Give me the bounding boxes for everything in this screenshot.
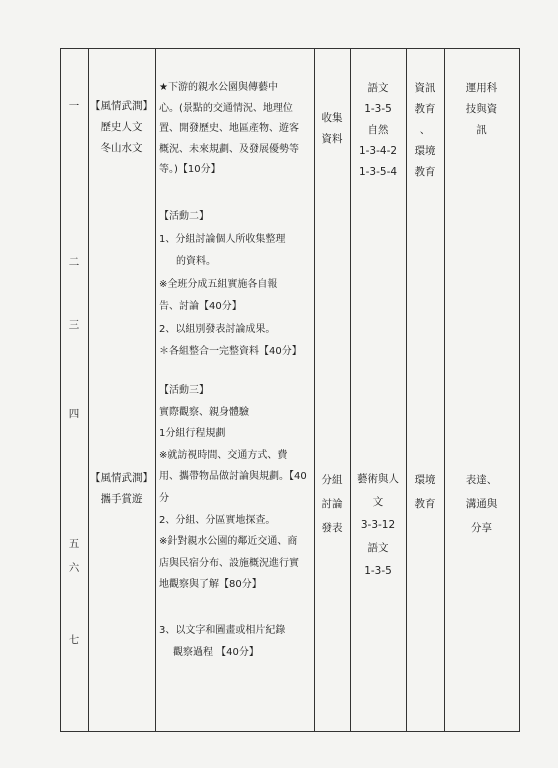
activity-line: 觀察過程 【40分】 bbox=[173, 646, 259, 658]
domain-line: 1-3-5 bbox=[364, 103, 392, 115]
assessment-line: 資料 bbox=[321, 133, 343, 145]
domain-line: 1-3-5 bbox=[364, 565, 392, 577]
activity-line: 實際觀察、親身體驗 bbox=[159, 406, 249, 418]
assessment-line: 收集 bbox=[321, 112, 343, 124]
domain-line: 1-3-4-2 bbox=[358, 145, 398, 157]
week-number: 五 bbox=[68, 538, 80, 550]
activity-line: 2、以組別發表討論成果。 bbox=[159, 323, 276, 335]
activity-line: ＊各組整合一完整資料【40分】 bbox=[159, 346, 302, 357]
activity-heading: 【活動二】 bbox=[159, 211, 209, 222]
issue-line: 環境 bbox=[414, 145, 436, 157]
week-number: 四 bbox=[68, 408, 80, 420]
activity-line: 的資料。 bbox=[176, 256, 216, 267]
activity-line: 2、分組、分區實地探查。 bbox=[159, 514, 276, 526]
skill-line: 表達、 bbox=[465, 474, 498, 486]
issues-cell bbox=[406, 78, 444, 183]
issues-cell bbox=[406, 468, 444, 516]
unit-title-line: 【風情武澗】 bbox=[90, 100, 153, 112]
week-number: 一 bbox=[68, 100, 80, 112]
domains-cell bbox=[350, 468, 406, 583]
skill-line: 訊 bbox=[476, 124, 487, 136]
activity-line: 分 bbox=[159, 492, 169, 504]
activity-cell bbox=[159, 206, 313, 364]
activity-line: ※全班分成五組實施各自報 bbox=[159, 278, 278, 290]
unit-title-line: 歷史人文 bbox=[100, 121, 143, 133]
activity-cell bbox=[159, 380, 313, 663]
activity-line: 心。(景點的交通情況、地理位 bbox=[159, 102, 293, 114]
domain-line: 語文 bbox=[367, 542, 389, 554]
activity-line: 置、開發歷史、地區產物、遊客 bbox=[159, 123, 299, 134]
assessment-line: 發表 bbox=[321, 522, 343, 534]
activity-line: 1、分組討論個人所收集整理 bbox=[159, 233, 286, 245]
activity-line: 等。)【10分】 bbox=[159, 164, 221, 175]
activity-line: 地觀察與了解【80分】 bbox=[159, 579, 262, 591]
unit-title-line: 冬山水文 bbox=[100, 142, 143, 154]
skill-line: 分享 bbox=[471, 522, 492, 534]
unit-title-cell bbox=[88, 96, 155, 159]
week-number: 七 bbox=[68, 634, 80, 646]
skills-cell bbox=[444, 78, 519, 141]
domain-line: 1-3-5-4 bbox=[358, 166, 398, 178]
domain-line: 自然 bbox=[367, 124, 389, 136]
issue-line: 資訊 bbox=[414, 82, 436, 94]
column-divider-3 bbox=[314, 48, 315, 732]
unit-title-line: 【風情武澗】 bbox=[90, 472, 153, 484]
column-divider-2 bbox=[155, 48, 156, 732]
activity-line: ※針對親水公園的鄰近交通、商 bbox=[159, 536, 298, 548]
skill-line: 溝通與 bbox=[465, 498, 498, 510]
activity-line: 用、攜帶物品做討論與規劃。【40 bbox=[159, 471, 307, 483]
activity-line: 1分組行程規劃 bbox=[159, 428, 226, 440]
week-number: 二 bbox=[68, 256, 80, 268]
assessment-cell bbox=[314, 468, 350, 540]
table-border-bottom bbox=[60, 731, 520, 732]
unit-title-line: 攜手賞遊 bbox=[100, 493, 143, 505]
week-number: 六 bbox=[68, 562, 80, 574]
issue-line: 、 bbox=[419, 124, 431, 136]
skill-line: 技與資 bbox=[465, 103, 498, 115]
activity-line: ★下游的親水公園與傳藝中 bbox=[159, 82, 278, 93]
assessment-cell bbox=[314, 108, 350, 150]
column-divider-6 bbox=[444, 48, 445, 732]
domain-line: 藝術與人 bbox=[357, 473, 399, 485]
assessment-line: 分組 bbox=[321, 474, 343, 486]
activity-cell bbox=[159, 78, 313, 181]
domain-line: 語文 bbox=[367, 82, 389, 94]
activity-line: 店與民宿分布、設施概況進行實 bbox=[159, 557, 299, 569]
activity-line: 概況、未來規劃、及發展優勢等 bbox=[159, 143, 299, 155]
assessment-line: 討論 bbox=[321, 498, 343, 510]
issue-line: 教育 bbox=[414, 498, 436, 510]
activity-line: 告、討論【40分】 bbox=[159, 301, 242, 312]
unit-title-cell bbox=[88, 468, 155, 510]
table-border-top bbox=[60, 48, 520, 49]
issue-line: 環境 bbox=[414, 474, 436, 486]
domain-line: 3-3-12 bbox=[360, 519, 396, 531]
skill-line: 運用科 bbox=[465, 82, 498, 94]
week-number: 三 bbox=[68, 319, 80, 331]
issue-line: 教育 bbox=[414, 166, 436, 178]
table-border-right bbox=[519, 48, 520, 732]
skills-cell bbox=[444, 468, 519, 540]
domain-line: 文 bbox=[372, 496, 384, 508]
activity-heading: 【活動三】 bbox=[159, 385, 209, 396]
domains-cell bbox=[350, 78, 406, 183]
activity-line: 3、以文字和圖畫或相片紀錄 bbox=[159, 624, 286, 636]
activity-line: ※就訪視時間、交通方式、費 bbox=[159, 449, 288, 461]
issue-line: 教育 bbox=[414, 103, 436, 115]
